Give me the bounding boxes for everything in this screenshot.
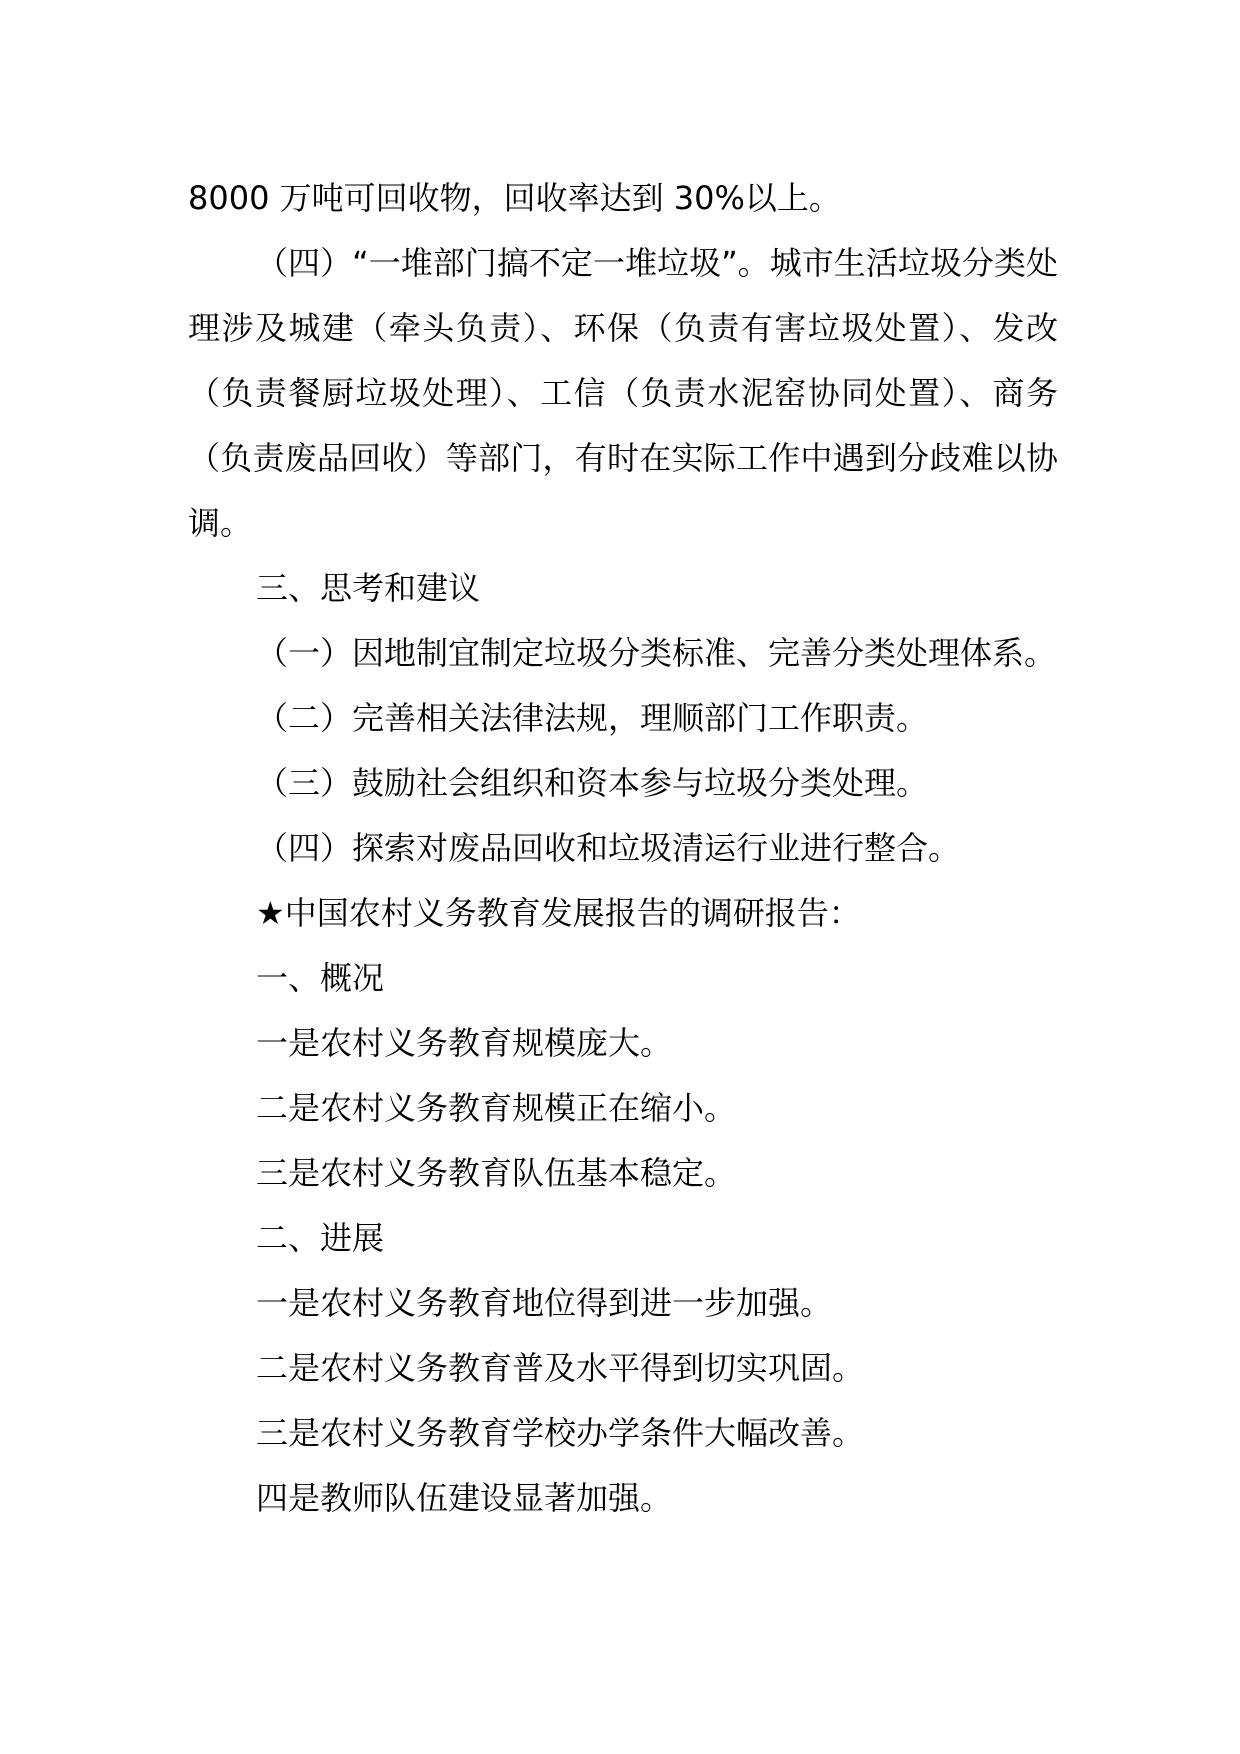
document-body [188,166,1058,1531]
suggestion-item-3: （三）鼓励社会组织和资本参与垃圾分类处理。 [256,764,929,802]
section-heading-suggestions: 三、思考和建议 [256,569,481,607]
suggestion-item-4: （四）探索对废品回收和垃圾清运行业进行整合。 [256,829,961,867]
progress-item-1: 一是农村义务教育地位得到进一步加强。 [256,1284,833,1322]
report-title: ★中国农村义务教育发展报告的调研报告： [256,894,861,932]
overview-item-1: 一是农村义务教育规模庞大。 [256,1024,673,1062]
section-heading-overview: 一、概况 [256,959,385,997]
suggestion-item-1: （一）因地制宜制定垃圾分类标准、完善分类处理体系。 [256,634,1057,672]
suggestion-item-2: （二）完善相关法律法规，理顺部门工作职责。 [256,699,929,737]
section-heading-progress: 二、进展 [256,1219,385,1257]
progress-item-2: 二是农村义务教育普及水平得到切实巩固。 [256,1349,865,1387]
paragraph-recycling-total: 8000 万吨可回收物，回收率达到 30%以上。 [188,179,841,217]
progress-item-4: 四是教师队伍建设显著加强。 [256,1479,673,1517]
overview-item-3: 三是农村义务教育队伍基本稳定。 [256,1154,737,1192]
overview-item-2: 二是农村义务教育规模正在缩小。 [256,1089,737,1127]
progress-item-3: 三是农村义务教育学校办学条件大幅改善。 [256,1414,865,1452]
paragraph-department-coordination: （四）“一堆部门搞不定一堆垃圾”。城市生活垃圾分类处理涉及城建（牵头负责）、环保（负责有害垃圾处置）、发改（负责餐厨垃圾处理）、工信（负责水泥窑协同处置）、商务（负责废品回收）等部门，有时在实际工作中遇到分歧难以协调。 [188,244,1058,542]
